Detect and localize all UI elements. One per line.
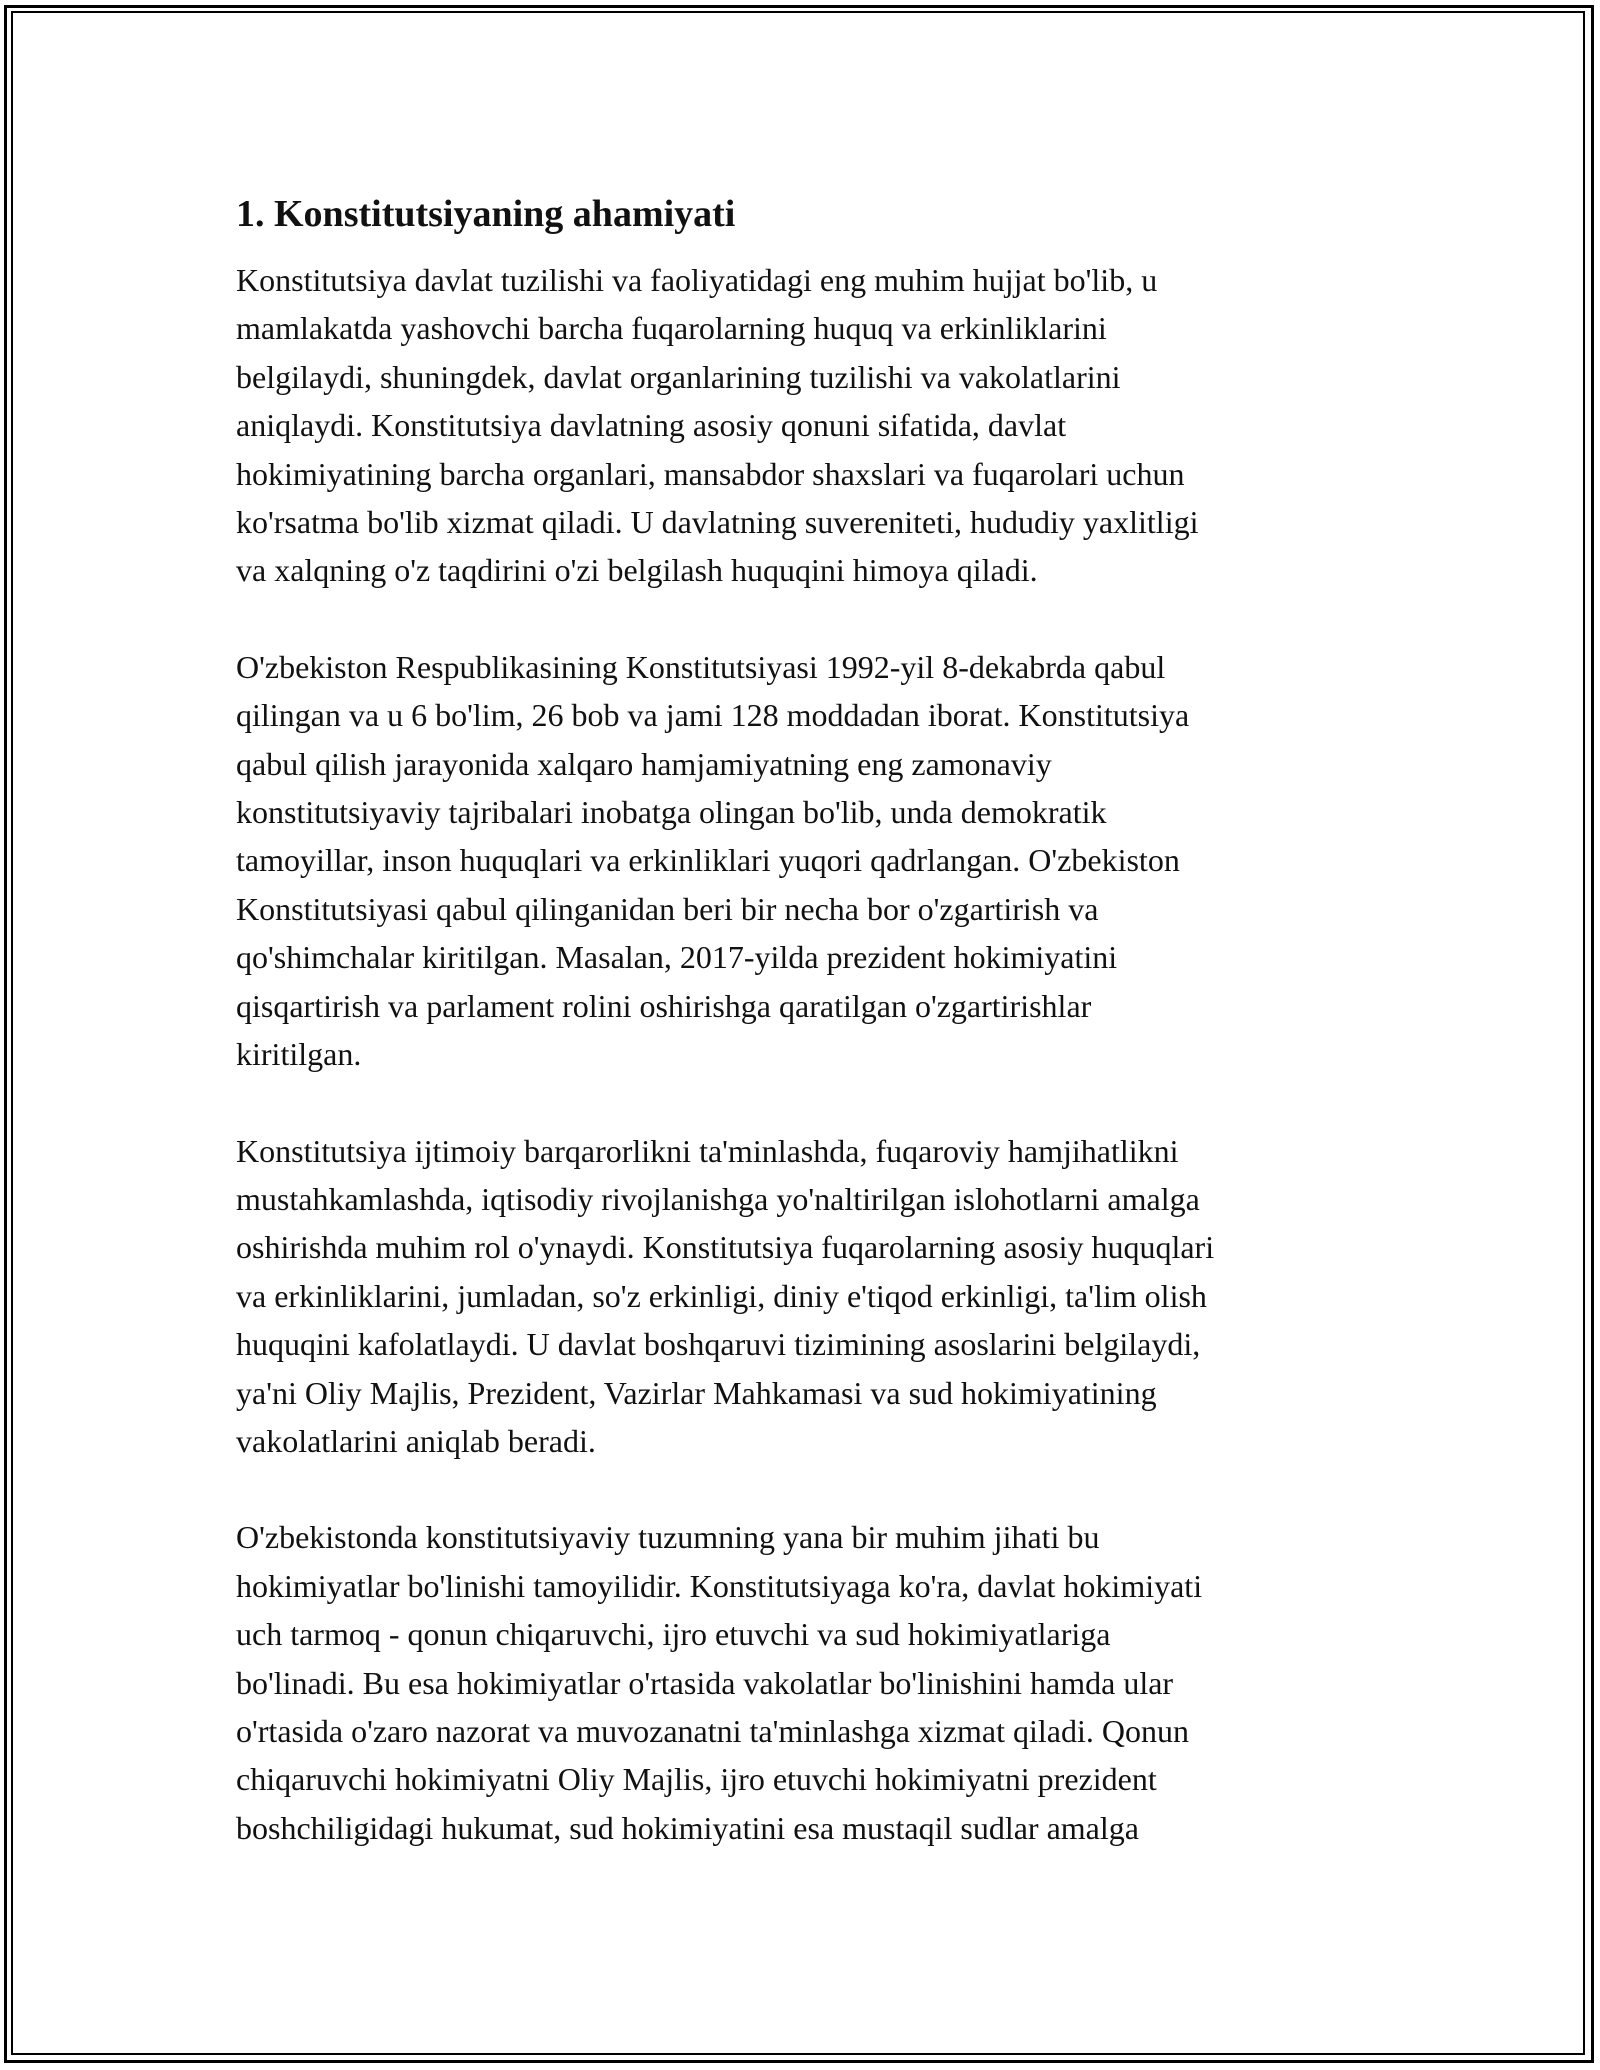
section-heading: 1. Konstitutsiyaning ahamiyati (236, 193, 736, 235)
text-line: tamoyillar, inson huquqlari va erkinliklari yuqori qadrlangan. O'zbekiston (236, 842, 1180, 879)
body-paragraph (236, 256, 1366, 595)
body-paragraph (236, 1513, 1366, 1852)
text-line: va erkinliklarini, jumladan, so'z erkinligi, diniy e'tiqod erkinligi, ta'lim olish (236, 1277, 1207, 1314)
text-line: hokimiyatining barcha organlari, mansabdor shaxslari va fuqarolari uchun (236, 455, 1185, 492)
text-line: chiqaruvchi hokimiyatni Oliy Majlis, ijro etuvchi hokimiyatni prezident (236, 1761, 1157, 1798)
text-line: aniqlaydi. Konstitutsiya davlatning asosiy qonuni sifatida, davlat (236, 407, 1067, 444)
body-paragraph (236, 1127, 1366, 1466)
text-line: qabul qilish jarayonida xalqaro hamjamiyatning eng zamonaviy (236, 745, 1052, 782)
text-line: mustahkamlashda, iqtisodiy rivojlanishga yo'naltirilgan islohotlarni amalga (236, 1180, 1200, 1217)
text-line: belgilaydi, shuningdek, davlat organlarining tuzilishi va vakolatlarini (236, 358, 1121, 395)
text-line: qilingan va u 6 bo'lim, 26 bob va jami 128 moddadan iborat. Konstitutsiya (236, 697, 1190, 734)
text-line: oshirishda muhim rol o'ynaydi. Konstitutsiya fuqarolarning asosiy huquqlari (236, 1229, 1215, 1266)
text-line: ya'ni Oliy Majlis, Prezident, Vazirlar Mahkamasi va sud hokimiyatining (236, 1374, 1157, 1411)
text-line: hokimiyatlar bo'linishi tamoyilidir. Konstitutsiyaga ko'ra, davlat hokimiyati (236, 1567, 1203, 1604)
text-line: kiritilgan. (236, 1036, 362, 1073)
body-paragraph (236, 643, 1366, 1079)
text-line: uch tarmoq - qonun chiqaruvchi, ijro etuvchi va sud hokimiyatlariga (236, 1616, 1111, 1653)
text-line: qisqartirish va parlament rolini oshirishga qaratilgan o'zgartirishlar (236, 987, 1092, 1024)
text-line: Konstitutsiyasi qabul qilinganidan beri bir necha bor o'zgartirish va (236, 890, 1099, 927)
text-line: qo'shimchalar kiritilgan. Masalan, 2017-yilda prezident hokimiyatini (236, 939, 1118, 976)
text-line: boshchiligidagi hukumat, sud hokimiyatini esa mustaqil sudlar amalga (236, 1809, 1139, 1846)
text-line: vakolatlarini aniqlab beradi. (236, 1422, 596, 1459)
text-line: mamlakatda yashovchi barcha fuqarolarning huquq va erkinliklarini (236, 310, 1107, 347)
paragraph-container (236, 256, 1366, 1852)
text-line: huquqini kafolatlaydi. U davlat boshqaruvi tizimining asoslarini belgilaydi, (236, 1326, 1201, 1363)
text-line: konstitutsiyaviy tajribalari inobatga olingan bo'lib, unda demokratik (236, 794, 1107, 831)
text-line: O'zbekistonda konstitutsiyaviy tuzumning yana bir muhim jihati bu (236, 1519, 1100, 1556)
text-line: Konstitutsiya ijtimoiy barqarorlikni ta'minlashda, fuqaroviy hamjihatlikni (236, 1132, 1179, 1169)
text-line: ko'rsatma bo'lib xizmat qiladi. U davlatning suvereniteti, hududiy yaxlitligi (236, 504, 1199, 541)
text-line: va xalqning o'z taqdirini o'zi belgilash huquqini himoya qiladi. (236, 552, 1038, 589)
document-body (236, 186, 1366, 1900)
text-line: o'rtasida o'zaro nazorat va muvozanatni ta'minlashga xizmat qiladi. Qonun (236, 1712, 1189, 1749)
text-line: O'zbekiston Respublikasining Konstitutsiyasi 1992-yil 8-dekabrda qabul (236, 648, 1166, 685)
text-line: bo'linadi. Bu esa hokimiyatlar o'rtasida vakolatlar bo'linishini hamda ular (236, 1664, 1174, 1701)
text-line: Konstitutsiya davlat tuzilishi va faoliyatidagi eng muhim hujjat bo'lib, u (236, 262, 1158, 298)
